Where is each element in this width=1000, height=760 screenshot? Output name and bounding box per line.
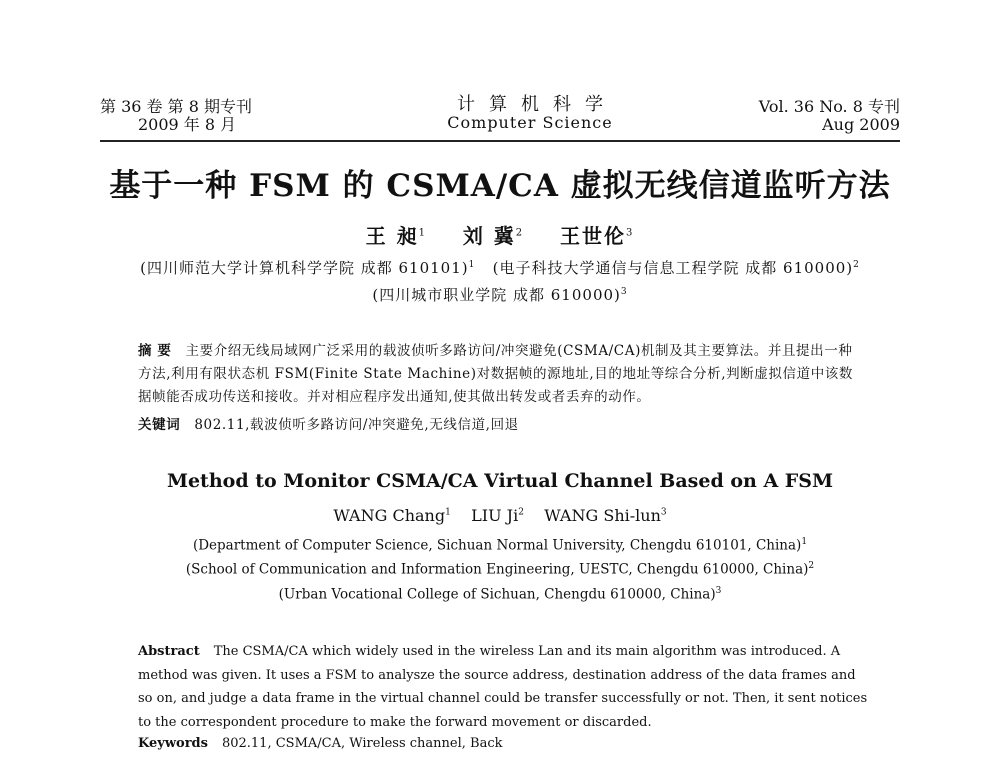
- publication-date-cn: 2009 年 8 月: [138, 115, 237, 134]
- journal-name-en: Computer Science: [447, 113, 613, 132]
- journal-name-cn: 计算机科学: [457, 94, 617, 115]
- affiliation-sup: 3: [620, 287, 628, 297]
- affiliation-cn: (四川城市职业学院 成都 610000): [372, 286, 621, 304]
- affiliations-cn-line2: [0, 284, 1000, 305]
- abstract-cn-text: 主要介绍无线局域网广泛采用的载波侦听多路访问/冲突避免(CSMA/CA)机制及其主要算法。并且提出一种方法,利用有限状态机 FSM(Finite State Machine)对数据帧的源地址,目的地址等综合分析,判断虚拟信道中该数据帧能否成功传送和接收。并对相应程序发出通知,使其做出转发或者丢弃的动作。: [138, 343, 853, 405]
- affiliation-sup: 1: [801, 537, 808, 547]
- affiliation-en-text: (Urban Vocational College of Sichuan, Chengdu 610000, China): [278, 586, 716, 603]
- abstract-cn-label: 摘 要: [138, 343, 172, 359]
- affiliation-sup: 3: [715, 586, 722, 596]
- authors-en: [0, 506, 1000, 525]
- affiliation-en-1: [0, 537, 1000, 554]
- affiliation-cn: (四川师范大学计算机科学学院 成都 610101): [140, 259, 469, 277]
- paper-title-cn: 基于一种 FSM 的 CSMA/CA 虚拟无线信道监听方法: [109, 168, 891, 204]
- journal-name: [400, 96, 660, 132]
- journal-volume-info: [100, 98, 252, 134]
- keywords-en: [138, 736, 503, 751]
- author-sup: 3: [660, 507, 667, 518]
- abstract-en: [138, 640, 870, 734]
- affiliation-en-text: (Department of Computer Science, Sichuan Normal University, Chengdu 610101, China): [192, 537, 802, 554]
- author-sup: 2: [518, 507, 524, 518]
- affiliation-cn: (电子科技大学通信与信息工程学院 成都 610000): [492, 259, 854, 277]
- affiliation-sup: 1: [468, 260, 476, 270]
- abstract-en-label: Abstract: [138, 644, 200, 659]
- author-en: WANG Chang: [333, 506, 446, 525]
- author-en: WANG Shi-lun: [544, 506, 661, 525]
- author-sup: 1: [445, 507, 451, 518]
- affiliation-sup: 2: [808, 561, 815, 571]
- author-cn: 王 昶: [365, 224, 419, 248]
- author-cn: 王世伦: [560, 224, 627, 248]
- journal-volume-info-en: [759, 98, 900, 134]
- paper-title-en: Method to Monitor CSMA/CA Virtual Channel Based on A FSM: [166, 470, 834, 492]
- volume-issue-en: Vol. 36 No. 8 专刊: [758, 97, 900, 116]
- affiliation-sup: 2: [853, 260, 860, 270]
- author-sup: 1: [418, 227, 427, 239]
- keywords-en-text: 802.11, CSMA/CA, Wireless channel, Back: [221, 736, 503, 751]
- publication-date-en: Aug 2009: [822, 115, 900, 134]
- affiliation-en-text: (School of Communication and Information Engineering, UESTC, Chengdu 610000, China): [185, 561, 809, 578]
- affiliation-en-3: [0, 586, 1000, 603]
- keywords-cn-label: 关键词: [138, 417, 181, 433]
- authors-cn: [0, 220, 1000, 249]
- affiliation-en-2: [0, 561, 1000, 578]
- author-cn: 刘 冀: [462, 224, 516, 248]
- affiliations-cn-line1: [0, 257, 1000, 278]
- abstract-en-text: The CSMA/CA which widely used in the wireless Lan and its main algorithm was introduced. A method was given. It uses a FSM to analysze the source address, destination address of the data frames and so on, and judge a data frame in the virtual channel could be transfer successfully or not. Then, it sent notices to the correspondent procedure to make the forward movement or discarded.: [138, 644, 868, 730]
- author-sup: 2: [515, 227, 525, 239]
- keywords-cn: [138, 413, 519, 433]
- keywords-en-label: Keywords: [138, 736, 208, 751]
- abstract-cn: [138, 340, 866, 409]
- volume-issue: 第 36 卷 第 8 期专刊: [100, 97, 252, 116]
- author-en: LIU Ji: [471, 506, 519, 525]
- author-sup: 3: [626, 227, 635, 239]
- keywords-cn-text: 802.11,载波侦听多路访问/冲突避免,无线信道,回退: [194, 417, 519, 433]
- header-rule: [100, 140, 900, 142]
